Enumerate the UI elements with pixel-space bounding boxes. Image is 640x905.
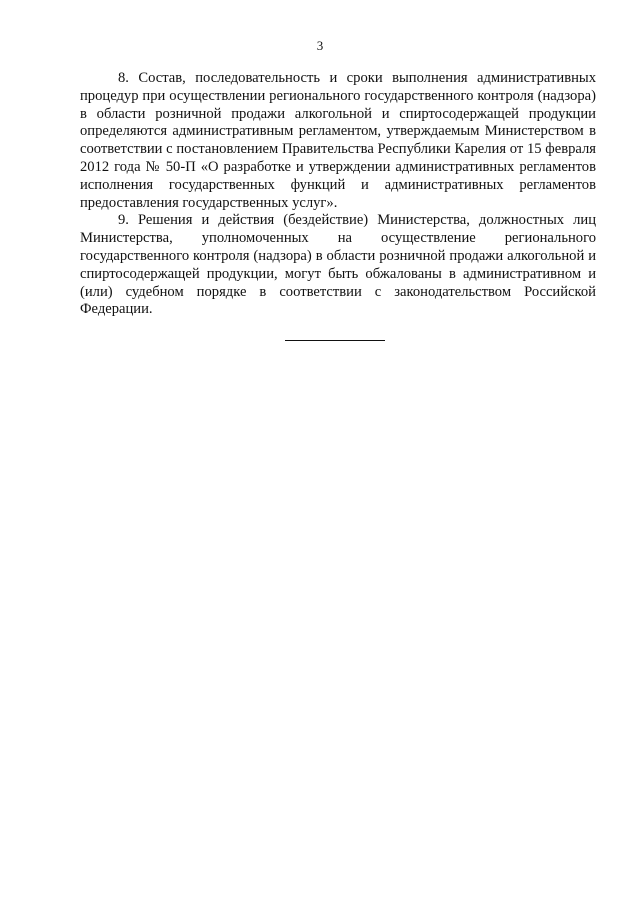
paragraph-8: 8. Состав, последовательность и сроки выполнения административных процедур при осуществлении регионального государственного контроля (надзора) в области розничной продажи алкогольной и спиртосодержащей продукции определяются административным регламентом, утверждаемым Министерством в соответствии с постановлением Правительства Республики Карелия от 15 февраля 2012 года № 50-П «О разработке и утверждении административных регламентов исполнения государственных функций и административных регламентов предоставления государственных услуг». (80, 70, 596, 211)
page-number: 3 (316, 38, 324, 53)
closing-separator-line (285, 340, 385, 341)
document-body (80, 70, 596, 319)
paragraph-9: 9. Решения и действия (бездействие) Министерства, должностных лиц Министерства, уполномоченных на осуществление регионального государственного контроля (надзора) в области розничной продажи алкогольной и спиртосодержащей продукции, могут быть обжалованы в административном и (или) судебном порядке в соответствии с законодательством Российской Федерации. (80, 212, 596, 318)
